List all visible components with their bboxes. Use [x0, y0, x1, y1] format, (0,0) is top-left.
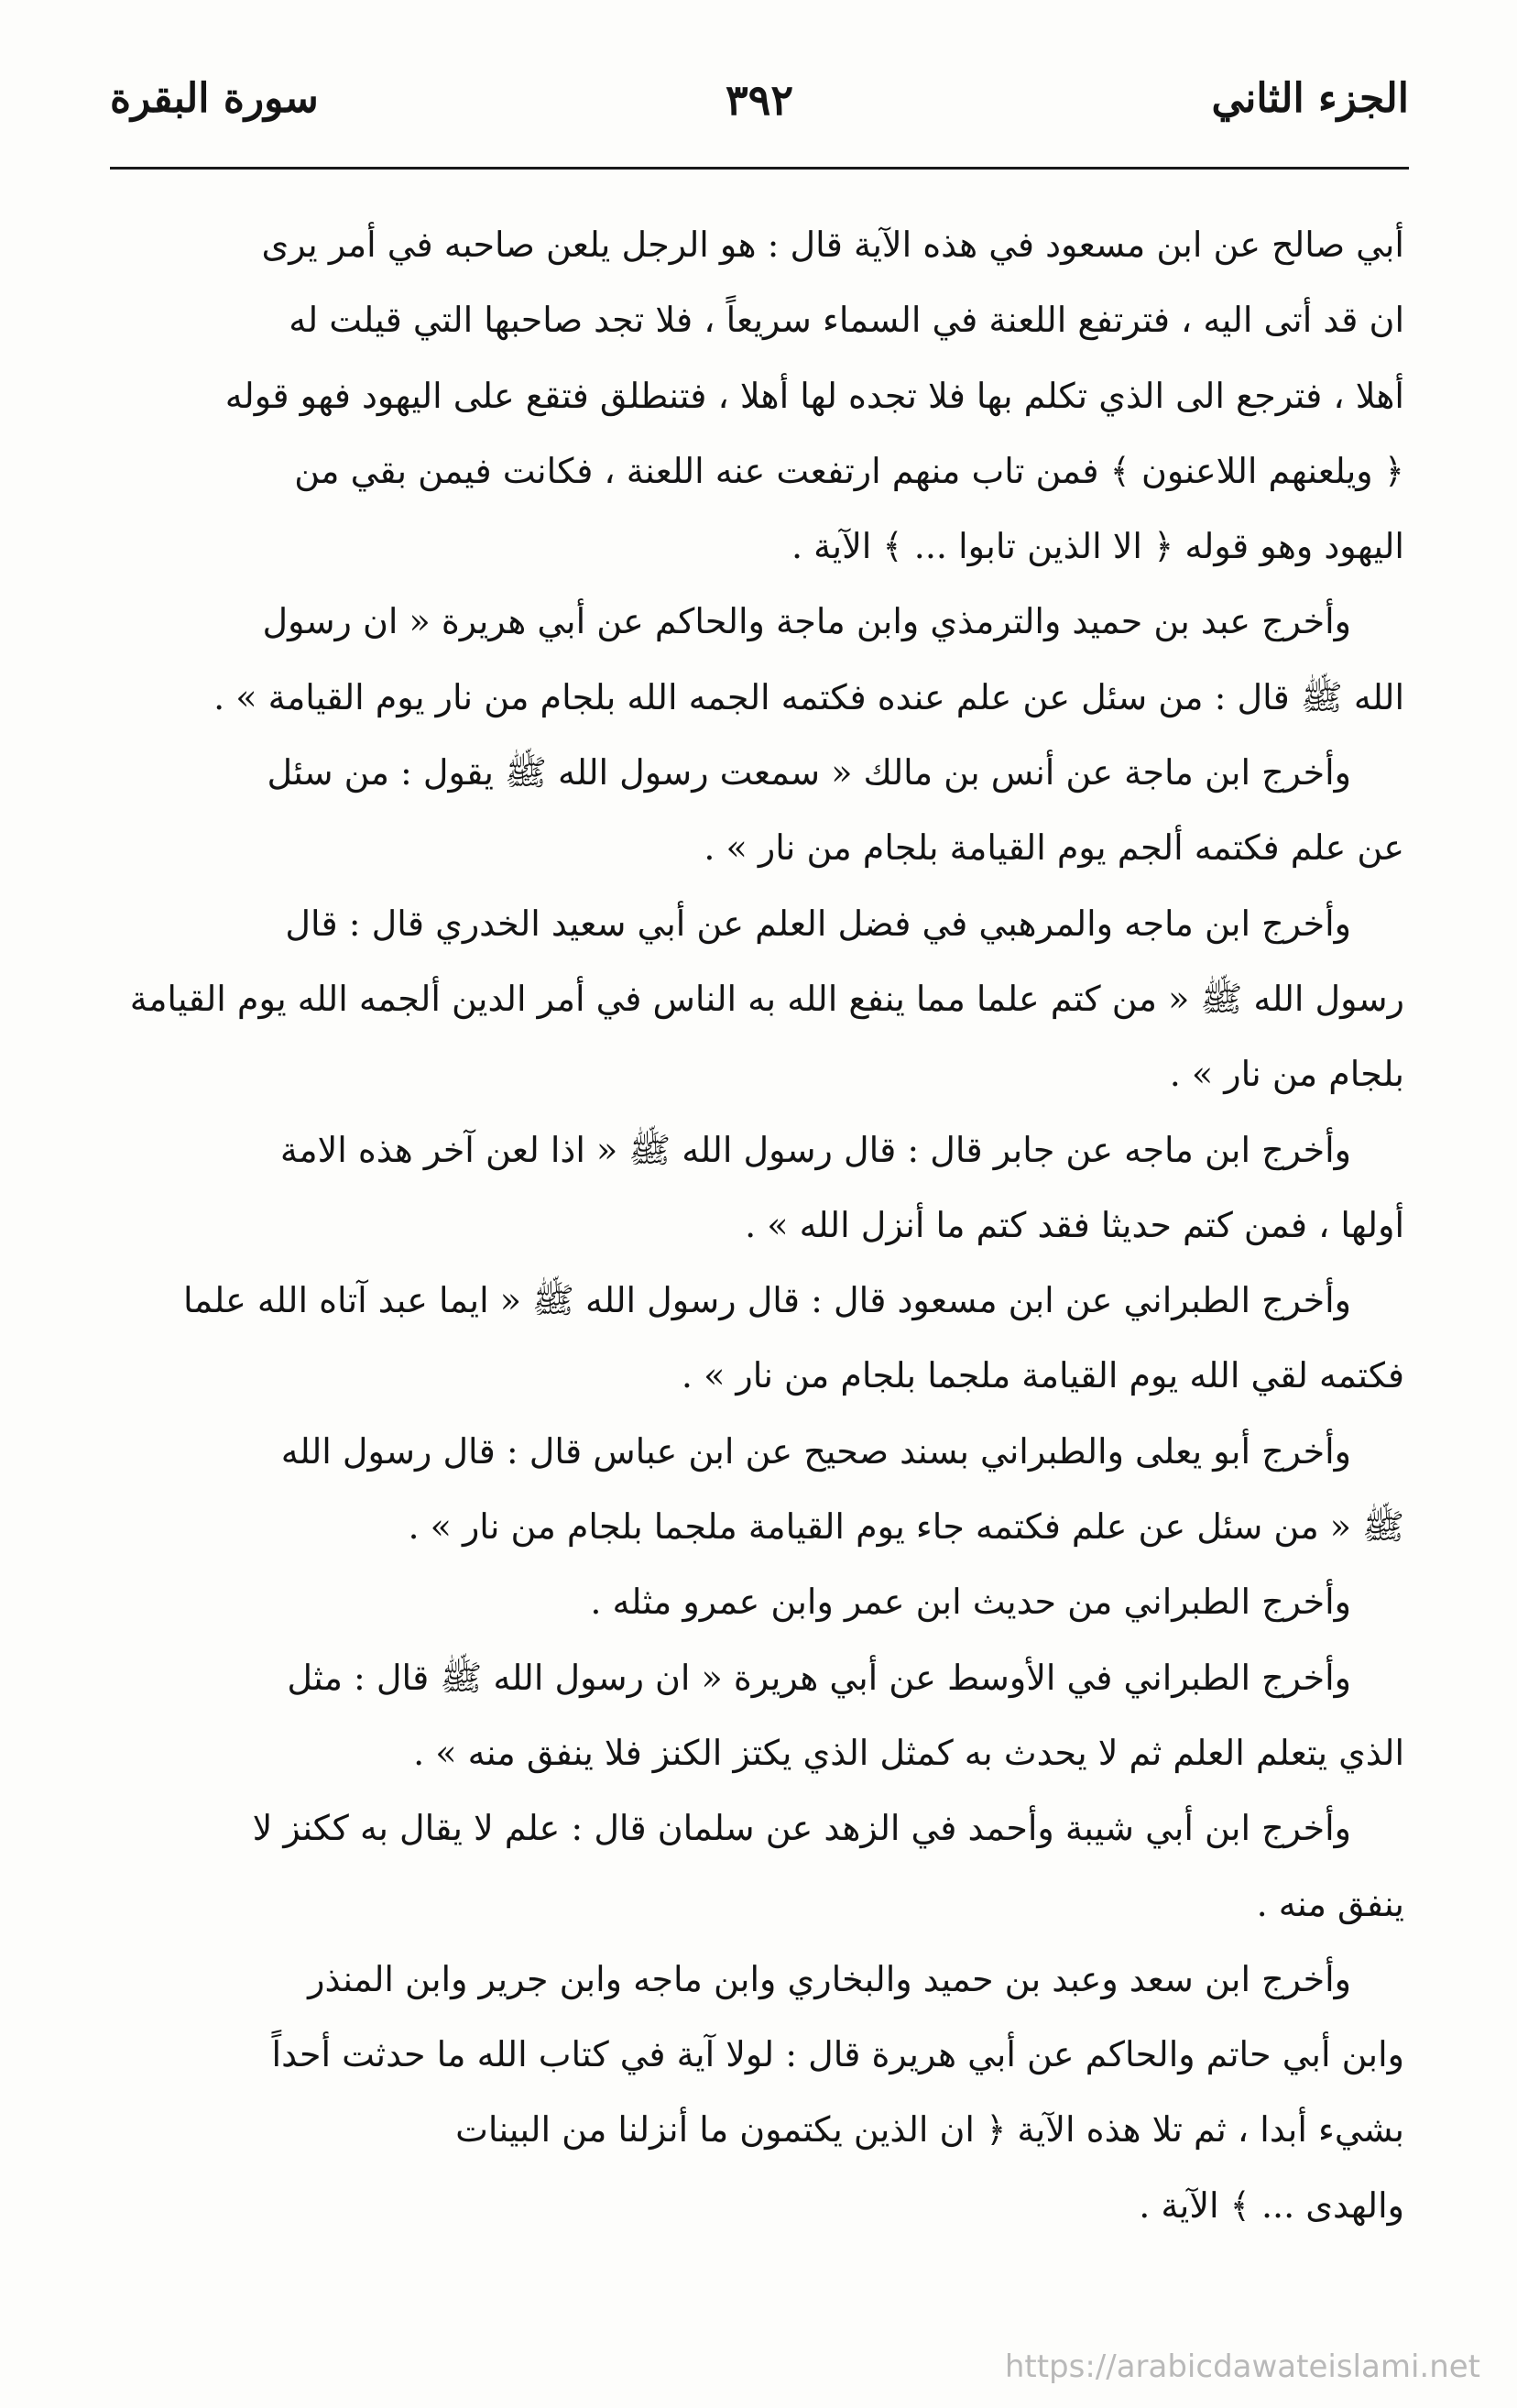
- surah-label: سورة البقرة: [110, 75, 319, 122]
- text-line: وأخرج ابن ماجة عن أنس بن مالك « سمعت رسول الله ﷺ يقول : من سئل: [267, 752, 1351, 794]
- text-line: اليهود وهو قوله ﴿ الا الذين تابوا ... ﴾ الآية .: [791, 526, 1404, 567]
- text-line: وأخرج الطبراني من حديث ابن عمر وابن عمرو مثله .: [590, 1582, 1351, 1623]
- page-number: ٣٩٢: [725, 75, 794, 125]
- text-line: وأخرج ابن ماجه عن جابر قال : قال رسول الله ﷺ « اذا لعن آخر هذه الامة: [279, 1129, 1351, 1170]
- text-line: وأخرج ابن أبي شيبة وأحمد في الزهد عن سلمان قال : علم لا يقال به ككنز لا: [252, 1808, 1351, 1849]
- paragraph: [117, 584, 1404, 735]
- text-line: بشيء أبدا ، ثم تلا هذه الآية ﴿ ان الذين يكتمون ما أنزلنا من البينات: [455, 2109, 1404, 2151]
- text-line: أبي صالح عن ابن مسعود في هذه الآية قال : هو الرجل يلعن صاحبه في أمر يرى: [261, 224, 1404, 265]
- text-line: وابن أبي حاتم والحاكم عن أبي هريرة قال : لولا آية في كتاب الله ما حدثت أحداً: [271, 2034, 1404, 2075]
- text-line: بلجام من نار » .: [1169, 1054, 1404, 1095]
- paragraph: [117, 1112, 1404, 1264]
- text-line: وأخرج الطبراني في الأوسط عن أبي هريرة « ان رسول الله ﷺ قال : مثل: [287, 1657, 1351, 1698]
- paragraph: [117, 1263, 1404, 1414]
- text-line: عن علم فكتمه ألجم يوم القيامة بلجام من نار » .: [704, 827, 1404, 869]
- paragraph: [117, 1790, 1404, 1942]
- text-line: وأخرج ابن سعد وعبد بن حميد والبخاري وابن ماجه وابن جرير وابن المنذر: [308, 1958, 1351, 1999]
- paragraph: [117, 1942, 1404, 2243]
- text-line: وأخرج الطبراني عن ابن مسعود قال : قال رسول الله ﷺ « ايما عبد آتاه الله علما: [183, 1280, 1351, 1321]
- text-line: وأخرج عبد بن حميد والترمذي وابن ماجة والحاكم عن أبي هريرة « ان رسول: [262, 601, 1351, 642]
- text-line: أهلا ، فترجع الى الذي تكلم بها فلا تجده لها أهلا ، فتنطلق فتقع على اليهود فهو قوله: [224, 375, 1404, 416]
- paragraph: [117, 1564, 1404, 1639]
- text-line: والهدى ... ﴾ الآية .: [1139, 2184, 1404, 2226]
- text-line: ﴿ ويلعنهم اللاعنون ﴾ فمن تاب منهم ارتفعت عنه اللعنة ، فكانت فيمن بقي من: [294, 450, 1404, 491]
- text-line: وأخرج أبو يعلى والطبراني بسند صحيح عن ابن عباس قال : قال رسول الله: [280, 1430, 1351, 1472]
- text-line: وأخرج ابن ماجه والمرهبي في فضل العلم عن أبي سعيد الخدري قال : قال: [285, 903, 1351, 944]
- page-header: [110, 75, 1409, 148]
- body-text: [117, 207, 1404, 2243]
- watermark: https://arabicdawateislami.net: [1004, 2348, 1480, 2385]
- text-line: فكتمه لقي الله يوم القيامة ملجما بلجام من نار » .: [681, 1355, 1404, 1396]
- paragraph: [117, 207, 1404, 584]
- text-line: ينفق منه .: [1256, 1883, 1404, 1924]
- paragraph: [117, 1640, 1404, 1791]
- paragraph: [117, 886, 1404, 1112]
- text-line: ان قد أتى اليه ، فترتفع اللعنة في السماء سريعاً ، فلا تجد صاحبها التي قيلت له: [289, 300, 1404, 341]
- paragraph: [117, 1414, 1404, 1565]
- text-line: الله ﷺ قال : من سئل عن علم عنده فكتمه الجمه الله بلجام من نار يوم القيامة » .: [213, 676, 1404, 717]
- text-line: الذي يتعلم العلم ثم لا يحدث به كمثل الذي يكتز الكنز فلا ينفق منه » .: [413, 1732, 1404, 1773]
- paragraph: [117, 735, 1404, 886]
- text-line: رسول الله ﷺ « من كتم علما مما ينفع الله به الناس في أمر الدين ألجمه الله يوم القيامة: [129, 978, 1404, 1019]
- text-line: أولها ، فمن كتم حديثا فقد كتم ما أنزل الله » .: [745, 1204, 1404, 1245]
- part-label: الجزء الثاني: [1211, 75, 1409, 122]
- text-line: ﷺ « من سئل عن علم فكتمه جاء يوم القيامة ملجما بلجام من نار » .: [408, 1506, 1404, 1548]
- header-divider: [110, 167, 1409, 170]
